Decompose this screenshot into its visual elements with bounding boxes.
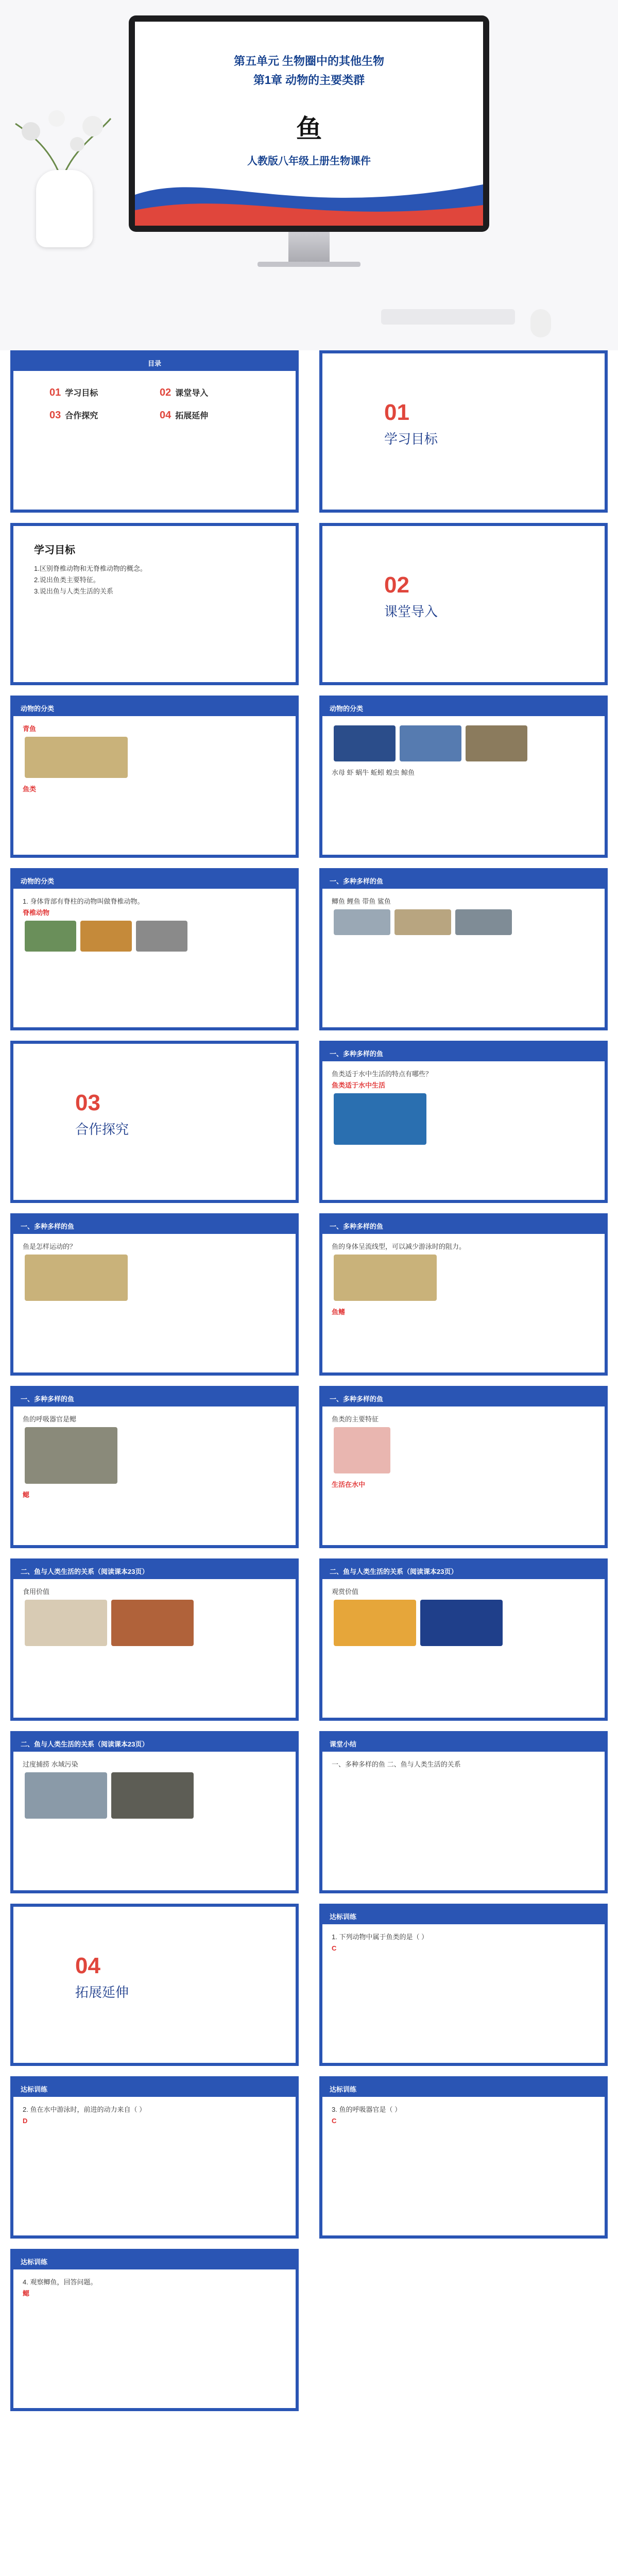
keyboard — [381, 309, 515, 325]
section-num: 01 — [384, 400, 409, 425]
toc-num: 01 — [49, 387, 61, 398]
mouse — [530, 309, 551, 337]
animal-image — [334, 725, 396, 761]
vase — [36, 170, 93, 247]
ornamental-fish-image — [420, 1600, 503, 1646]
fish-image — [25, 1255, 128, 1301]
animal-image — [80, 921, 132, 952]
slide-bar: 一、多种多样的鱼 — [322, 1216, 605, 1234]
animal-image — [25, 921, 76, 952]
slide-bar: 达标训练 — [322, 1907, 605, 1924]
toc-label: 拓展延伸 — [175, 412, 209, 420]
slide-body: 1. 身体背部有脊柱的动物叫做脊椎动物。 — [23, 897, 144, 905]
slide-accent: 鱼类 — [23, 785, 37, 793]
monitor — [129, 15, 489, 232]
slide-content — [319, 1558, 608, 1721]
carp-image — [25, 1427, 117, 1484]
slide-content — [10, 1386, 299, 1548]
slide-body: 观赏价值 — [332, 1588, 359, 1596]
slide-accent: D — [23, 2117, 28, 2125]
slide-bar: 动物的分类 — [322, 699, 605, 716]
slide-content — [10, 2076, 299, 2239]
slide-content — [10, 696, 299, 858]
slide-body: 鱼是怎样运动的？ — [23, 1243, 77, 1250]
slide-accent: 鱼类适于水中生活 — [332, 1081, 386, 1090]
slide-bar: 达标训练 — [13, 2079, 296, 2097]
slide-accent: C — [332, 1944, 337, 1953]
toc-item[interactable] — [154, 381, 265, 404]
reef-image — [334, 1093, 426, 1145]
slide-accent: 生活在水中 — [332, 1481, 366, 1489]
toc-item[interactable] — [44, 404, 154, 427]
slide-content — [319, 1904, 608, 2066]
slide-content — [10, 1213, 299, 1376]
slide-content — [319, 696, 608, 858]
cover-line2: 第1章 动物的主要类群 — [253, 74, 365, 87]
animal-image — [400, 725, 461, 761]
slide-accent: 鳃 — [23, 1491, 30, 1499]
fish-image — [394, 909, 451, 935]
goal-item: 2.说出鱼类主要特征。 — [34, 576, 100, 584]
slide-body: 一、多种多样的鱼 二、鱼与人类生活的关系 — [332, 1760, 461, 1768]
slide-body: 2. 鱼在水中游泳时，前进的动力来自（ ） — [23, 2106, 146, 2113]
slide-body: 鲫鱼 鲤鱼 带鱼 鲨鱼 — [332, 897, 391, 905]
toc-num: 03 — [49, 410, 61, 421]
fish-image — [334, 909, 390, 935]
slide-content — [319, 1213, 608, 1376]
fish-image — [25, 737, 128, 778]
slide-accent: 鱼鳍 — [332, 1308, 346, 1316]
slide-content — [10, 1731, 299, 1893]
slide-content — [319, 2076, 608, 2239]
slide-bar: 一、多种多样的鱼 — [322, 1389, 605, 1406]
slide-accent: 鳃 — [23, 2290, 30, 2298]
slide-bar: 课堂小结 — [322, 1734, 605, 1752]
section-num: 02 — [384, 572, 409, 598]
slide-body: 食用价值 — [23, 1588, 50, 1596]
cover-mockup — [0, 0, 618, 350]
slide-body: 3. 鱼的呼吸器官是（ ） — [332, 2106, 402, 2113]
slide-bar: 动物的分类 — [13, 699, 296, 716]
food-image — [111, 1600, 194, 1646]
slide-bar: 一、多种多样的鱼 — [322, 871, 605, 889]
slide-goals — [10, 523, 299, 685]
slide-content — [319, 1041, 608, 1203]
fish-image — [334, 1255, 437, 1301]
slide-section-02 — [319, 523, 608, 685]
slide-body: 1. 下列动物中属于鱼类的是（ ） — [332, 1933, 428, 1941]
goals-title: 学习目标 — [34, 545, 75, 556]
slide-content — [10, 868, 299, 1030]
slide-bar: 一、多种多样的鱼 — [322, 1044, 605, 1061]
section-label: 学习目标 — [384, 431, 438, 447]
fishing-image — [25, 1772, 107, 1819]
slide-bar: 二、鱼与人类生活的关系（阅读课本23页） — [13, 1734, 296, 1752]
cover-slide — [135, 22, 483, 226]
section-label: 拓展延伸 — [75, 1985, 129, 2000]
monitor-base — [258, 262, 360, 267]
animal-image — [466, 725, 527, 761]
slide-bar: 一、多种多样的鱼 — [13, 1389, 296, 1406]
wave-decoration — [135, 164, 483, 226]
slide-content — [10, 1558, 299, 1721]
slide-toc — [10, 350, 299, 513]
toc-header: 目录 — [13, 353, 296, 371]
cover-line1: 第五单元 生物圈中的其他生物 — [233, 55, 385, 67]
slide-body: 鱼的身体呈流线型，可以减少游泳时的阻力。 — [332, 1243, 466, 1250]
food-image — [25, 1600, 107, 1646]
cover-title: 鱼 — [296, 114, 322, 143]
plant-illustration — [10, 103, 113, 180]
animal-image — [136, 921, 187, 952]
pollution-image — [111, 1772, 194, 1819]
slide-content — [10, 2249, 299, 2411]
slide-content — [319, 1386, 608, 1548]
slide-accent: 脊椎动物 — [23, 909, 50, 917]
fish-image — [455, 909, 512, 935]
slide-content — [319, 1731, 608, 1893]
gill-image — [334, 1427, 390, 1473]
slide-body: 鱼的呼吸器官是鳃 — [23, 1415, 77, 1423]
section-label: 合作探究 — [75, 1122, 129, 1137]
slide-body: 鱼类的主要特征 — [332, 1415, 379, 1423]
slide-body: 4. 观察鲫鱼，回答问题。 — [23, 2278, 97, 2286]
goal-item: 3.说出鱼与人类生活的关系 — [34, 587, 113, 596]
slide-bar: 达标训练 — [322, 2079, 605, 2097]
slide-bar: 一、多种多样的鱼 — [13, 1216, 296, 1234]
section-num: 04 — [75, 1953, 100, 1978]
slide-body: 青鱼 — [23, 725, 37, 733]
slide-section-04 — [10, 1904, 299, 2066]
toc-label: 课堂导入 — [175, 389, 209, 398]
slide-bar: 二、鱼与人类生活的关系（阅读课本23页） — [322, 1562, 605, 1579]
ornamental-fish-image — [334, 1600, 416, 1646]
slide-body: 鱼类适于水中生活的特点有哪些？ — [332, 1070, 433, 1078]
monitor-stand — [288, 232, 330, 263]
toc-num: 04 — [160, 410, 171, 421]
slide-accent: C — [332, 2117, 337, 2125]
toc-list — [13, 371, 296, 437]
section-label: 课堂导入 — [384, 604, 438, 619]
slide-section-03 — [10, 1041, 299, 1203]
toc-num: 02 — [160, 387, 171, 398]
toc-label: 学习目标 — [65, 389, 98, 398]
slide-body: 水母 虾 蜗牛 蚯蚓 蝗虫 鲸鱼 — [332, 769, 415, 777]
goal-item: 1.区别脊椎动物和无脊椎动物的概念。 — [34, 565, 147, 572]
slide-bar: 达标训练 — [13, 2252, 296, 2269]
slide-section-01 — [319, 350, 608, 513]
slide-content — [319, 868, 608, 1030]
toc-label: 合作探究 — [65, 412, 98, 420]
toc-item[interactable] — [154, 404, 265, 427]
toc-item[interactable] — [44, 381, 154, 404]
slide-body: 过度捕捞 水域污染 — [23, 1760, 78, 1768]
cover-subtitle: 人教版八年级上册生物课件 — [247, 156, 371, 167]
section-num: 03 — [75, 1090, 100, 1115]
slide-bar: 二、鱼与人类生活的关系（阅读课本23页） — [13, 1562, 296, 1579]
slide-bar: 动物的分类 — [13, 871, 296, 889]
